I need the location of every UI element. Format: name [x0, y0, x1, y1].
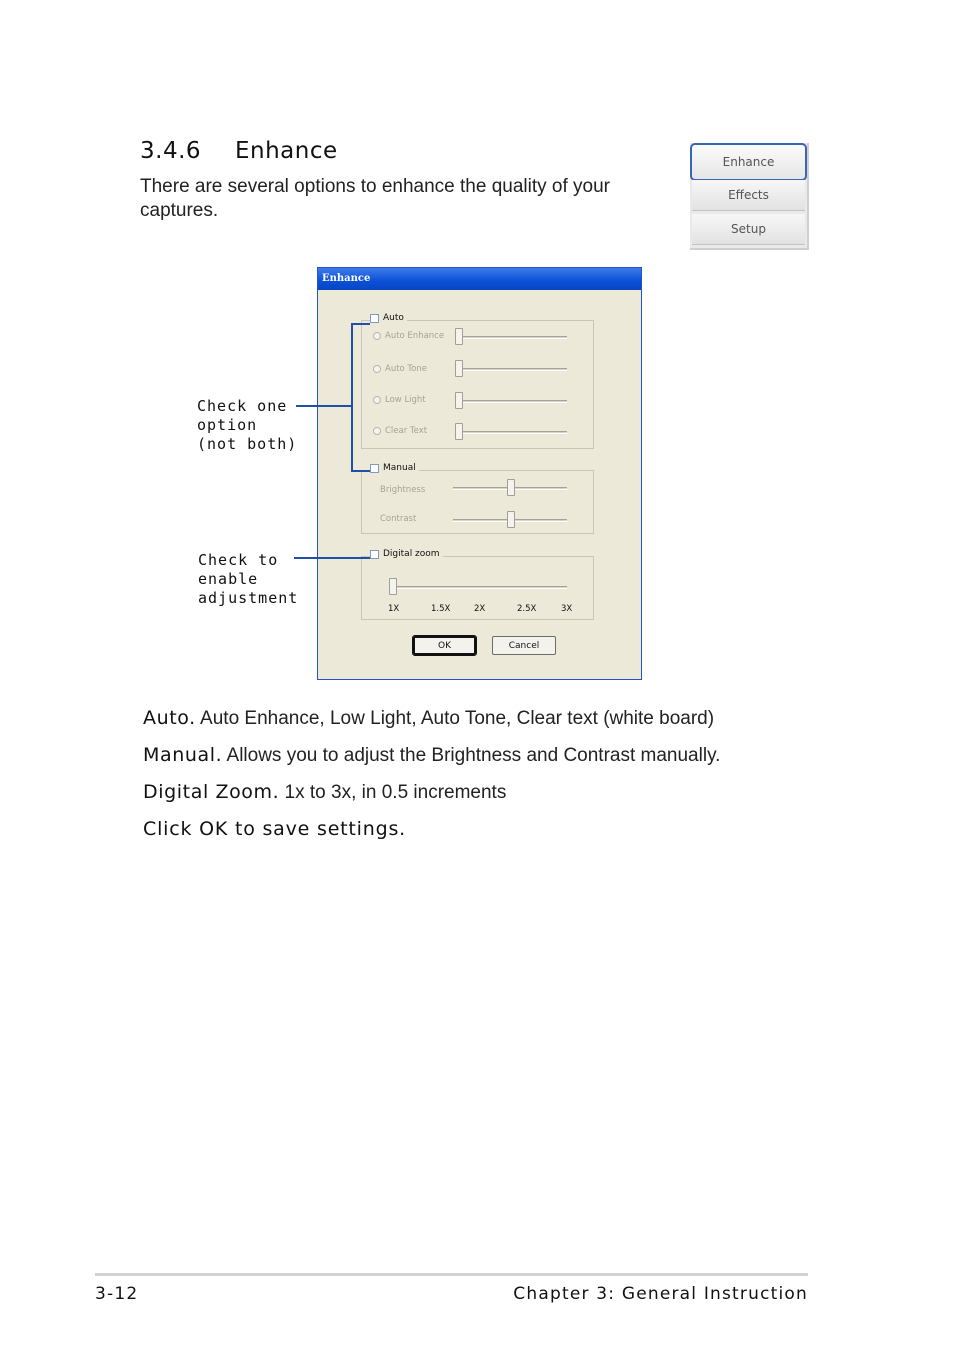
zoom-tick-2-5x: 2.5X: [517, 604, 537, 614]
tab-effects[interactable]: Effects: [692, 180, 805, 211]
brightness-slider-thumb[interactable]: [507, 479, 515, 496]
page-number: 3-12: [95, 1284, 139, 1304]
manual-label: Manual: [383, 463, 416, 473]
clear-text-radio[interactable]: [373, 427, 381, 435]
digital-zoom-checkbox-row[interactable]: [370, 549, 443, 559]
desc-manual-text: Allows you to adjust the Brightness and Contrast manually.: [222, 745, 721, 766]
low-light-radio[interactable]: [373, 396, 381, 404]
chapter-title: Chapter 3: General Instruction: [513, 1284, 808, 1304]
tab-setup[interactable]: Setup: [692, 214, 805, 245]
mode-tab-panel: [690, 143, 809, 250]
desc-zoom-term: Digital Zoom.: [143, 781, 280, 803]
cancel-button[interactable]: Cancel: [492, 636, 556, 655]
desc-auto: [143, 707, 714, 730]
low-light-slider-thumb[interactable]: [455, 392, 463, 409]
manual-group: [361, 463, 594, 534]
auto-label: Auto: [383, 313, 404, 323]
digital-zoom-label: Digital zoom: [383, 549, 440, 559]
digital-zoom-checkbox[interactable]: [370, 550, 379, 559]
section-title: Enhance: [235, 138, 338, 164]
zoom-slider-thumb[interactable]: [389, 578, 397, 595]
zoom-slider-track: [389, 586, 567, 589]
auto-enhance-option[interactable]: Auto Enhance: [373, 331, 444, 341]
low-light-option[interactable]: Low Light: [373, 395, 426, 405]
auto-tone-option[interactable]: Auto Tone: [373, 364, 427, 374]
auto-enhance-radio[interactable]: [373, 332, 381, 340]
manual-checkbox-row[interactable]: [370, 463, 419, 473]
callout-check-to-enable: Check to enable adjustment: [198, 551, 299, 607]
desc-manual: [143, 744, 720, 767]
auto-checkbox-row[interactable]: [370, 313, 407, 323]
section-number: 3.4.6: [140, 138, 202, 164]
desc-manual-term: Manual.: [143, 744, 223, 766]
clear-text-slider-track: [455, 431, 567, 434]
desc-digital-zoom: [143, 781, 506, 804]
intro-paragraph: There are several options to enhance the quality of your captures.: [140, 176, 611, 221]
desc-auto-text: Auto Enhance, Low Light, Auto Tone, Clear text (white board): [195, 708, 715, 729]
low-light-slider-track: [455, 400, 567, 403]
brightness-label: Brightness: [380, 485, 426, 495]
auto-enhance-slider-track: [455, 336, 567, 339]
desc-save-instruction: Click OK to save settings.: [143, 818, 407, 840]
zoom-tick-1-5x: 1.5X: [431, 604, 451, 614]
footer-divider: [95, 1273, 808, 1276]
dialog-titlebar: Enhance: [318, 268, 641, 290]
manual-checkbox[interactable]: [370, 464, 379, 473]
zoom-tick-3x: 3X: [561, 604, 573, 614]
contrast-label: Contrast: [380, 514, 417, 524]
section-heading: [140, 138, 338, 164]
desc-auto-term: Auto.: [143, 707, 196, 729]
auto-enhance-slider-thumb[interactable]: [455, 328, 463, 345]
auto-tone-slider-track: [455, 368, 567, 371]
auto-checkbox[interactable]: [370, 314, 379, 323]
callout-check-one-option: Check one option (not both): [197, 397, 298, 453]
auto-tone-radio[interactable]: [373, 365, 381, 373]
zoom-tick-2x: 2X: [474, 604, 486, 614]
auto-tone-slider-thumb[interactable]: [455, 360, 463, 377]
zoom-tick-1x: 1X: [388, 604, 400, 614]
contrast-slider-thumb[interactable]: [507, 511, 515, 528]
clear-text-slider-thumb[interactable]: [455, 423, 463, 440]
tab-enhance[interactable]: Enhance: [690, 143, 807, 181]
clear-text-option[interactable]: Clear Text: [373, 426, 427, 436]
ok-button[interactable]: OK: [413, 636, 476, 655]
desc-zoom-text: 1x to 3x, in 0.5 increments: [279, 782, 507, 803]
